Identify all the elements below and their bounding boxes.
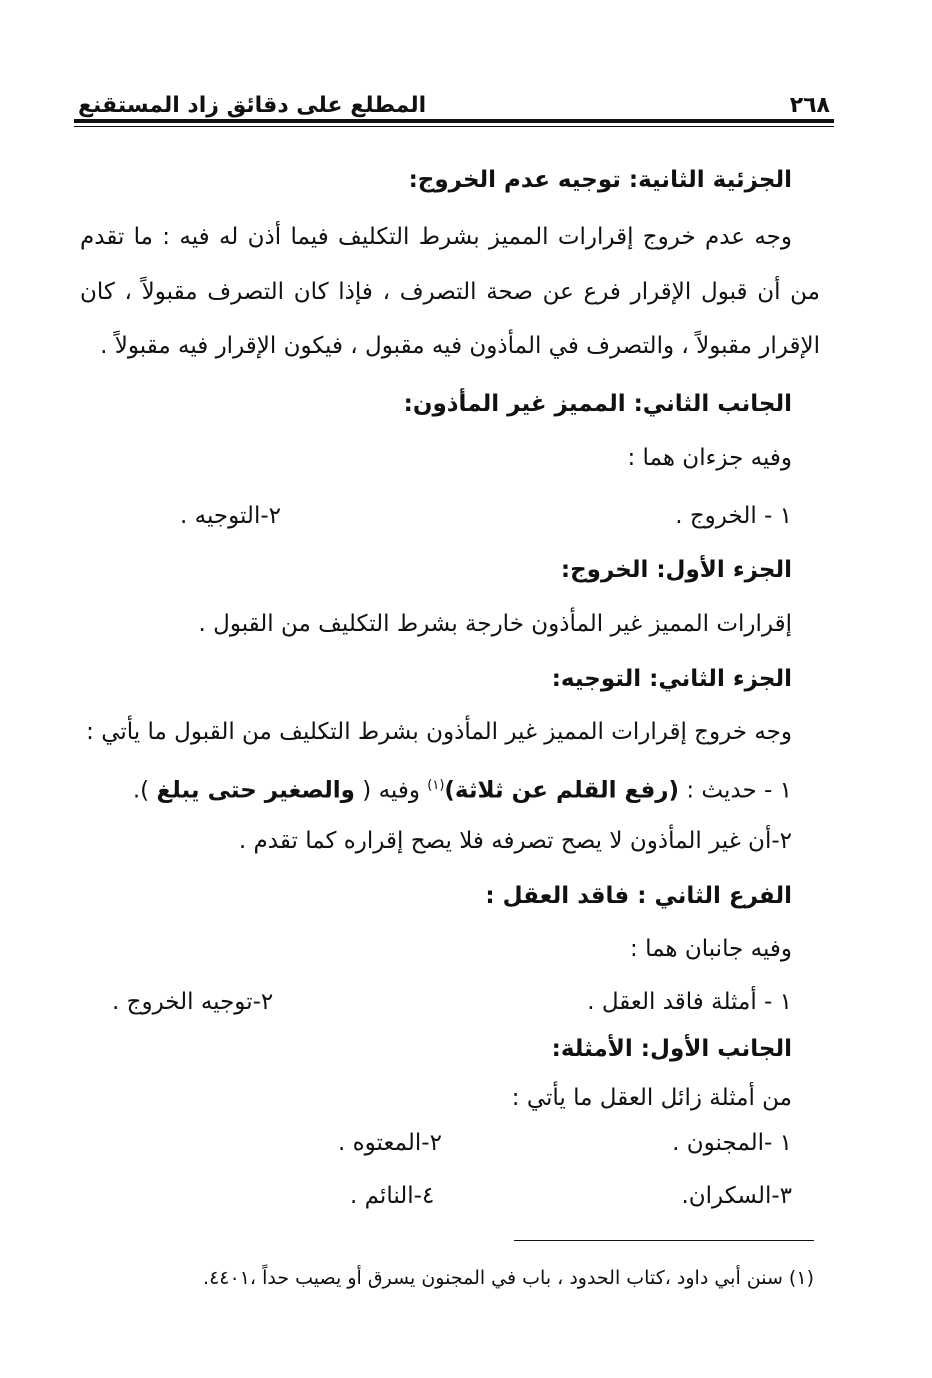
paragraph-line: إقرارات المميز غير المأذون خارجة بشرط التكليف من القبول . (198, 611, 792, 637)
list-item: ٢-المعتوه . (338, 1130, 442, 1156)
hadith-prefix: ١ - حديث : (679, 777, 792, 804)
list-item: ٢-توجيه الخروج . (112, 989, 274, 1015)
list-row (80, 1176, 792, 1216)
list-item-hadith (80, 766, 792, 811)
heading-part-two: الجزء الثاني: التوجيه: (551, 666, 792, 692)
paragraph-line: وفيه جانبان هما : (630, 936, 792, 962)
footnote-rule (514, 1240, 814, 1241)
list-item: ٤-النائم . (350, 1183, 435, 1209)
paragraph-line: وجه خروج إقرارات المميز غير المأذون بشرط التكليف من القبول ما يأتي : (86, 719, 792, 745)
list-row (80, 496, 792, 536)
header-rule-thin (74, 126, 834, 127)
list-item: ٢-أن غير المأذون لا يصح تصرفه فلا يصح إقراره كما تقدم . (238, 828, 792, 854)
paragraph-line: من أن قبول الإقرار فرع عن صحة التصرف ، فإذا كان التصرف مقبولاً ، كان (80, 279, 820, 305)
footnote-text: (١) سنن أبي داود ،كتاب الحدود ، باب في المجنون يسرق أو يصيب حداً ،٤٤٠١. (203, 1267, 814, 1289)
book-title: المطلع على دقائق زاد المستقنع (78, 93, 427, 118)
hadith-mid: وفيه ( (354, 777, 428, 804)
paragraph-line: الإقرار مقبولاً ، والتصرف في المأذون فيه مقبول ، فيكون الإقرار فيه مقبولاً . (100, 333, 820, 359)
list-item: ٢-التوجيه . (180, 503, 281, 529)
list-row (80, 1123, 792, 1163)
page-header (78, 78, 830, 118)
page-number: ٢٦٨ (789, 93, 830, 118)
heading-part-one: الجزء الأول: الخروج: (560, 557, 792, 583)
list-item: ١ -المجنون . (672, 1130, 792, 1156)
hadith-end: ). (132, 777, 157, 804)
list-item: ٣-السكران. (681, 1183, 792, 1209)
list-item: ١ - أمثلة فاقد العقل . (587, 989, 792, 1015)
list-row (80, 982, 792, 1022)
heading-branch-two: الفرع الثاني : فاقد العقل : (485, 883, 792, 909)
paragraph-line: وفيه جزءان هما : (627, 445, 792, 471)
hadith-quote: والصغير حتى يبلغ (156, 777, 355, 804)
heading-side-two: الجانب الثاني: المميز غير المأذون: (403, 391, 792, 417)
footnote-ref: (١) (427, 778, 445, 793)
hadith-text: (رفع القلم عن ثلاثة) (444, 777, 680, 804)
heading-side-one: الجانب الأول: الأمثلة: (551, 1036, 792, 1062)
paragraph-line: وجه عدم خروج إقرارات المميز بشرط التكليف فيما أذن له فيه : ما تقدم (80, 224, 792, 250)
list-item: ١ - الخروج . (675, 503, 792, 529)
header-rule-thick (74, 119, 834, 123)
heading-subpart-two: الجزئية الثانية: توجيه عدم الخروج: (408, 167, 792, 193)
paragraph-line: من أمثلة زائل العقل ما يأتي : (511, 1085, 792, 1111)
